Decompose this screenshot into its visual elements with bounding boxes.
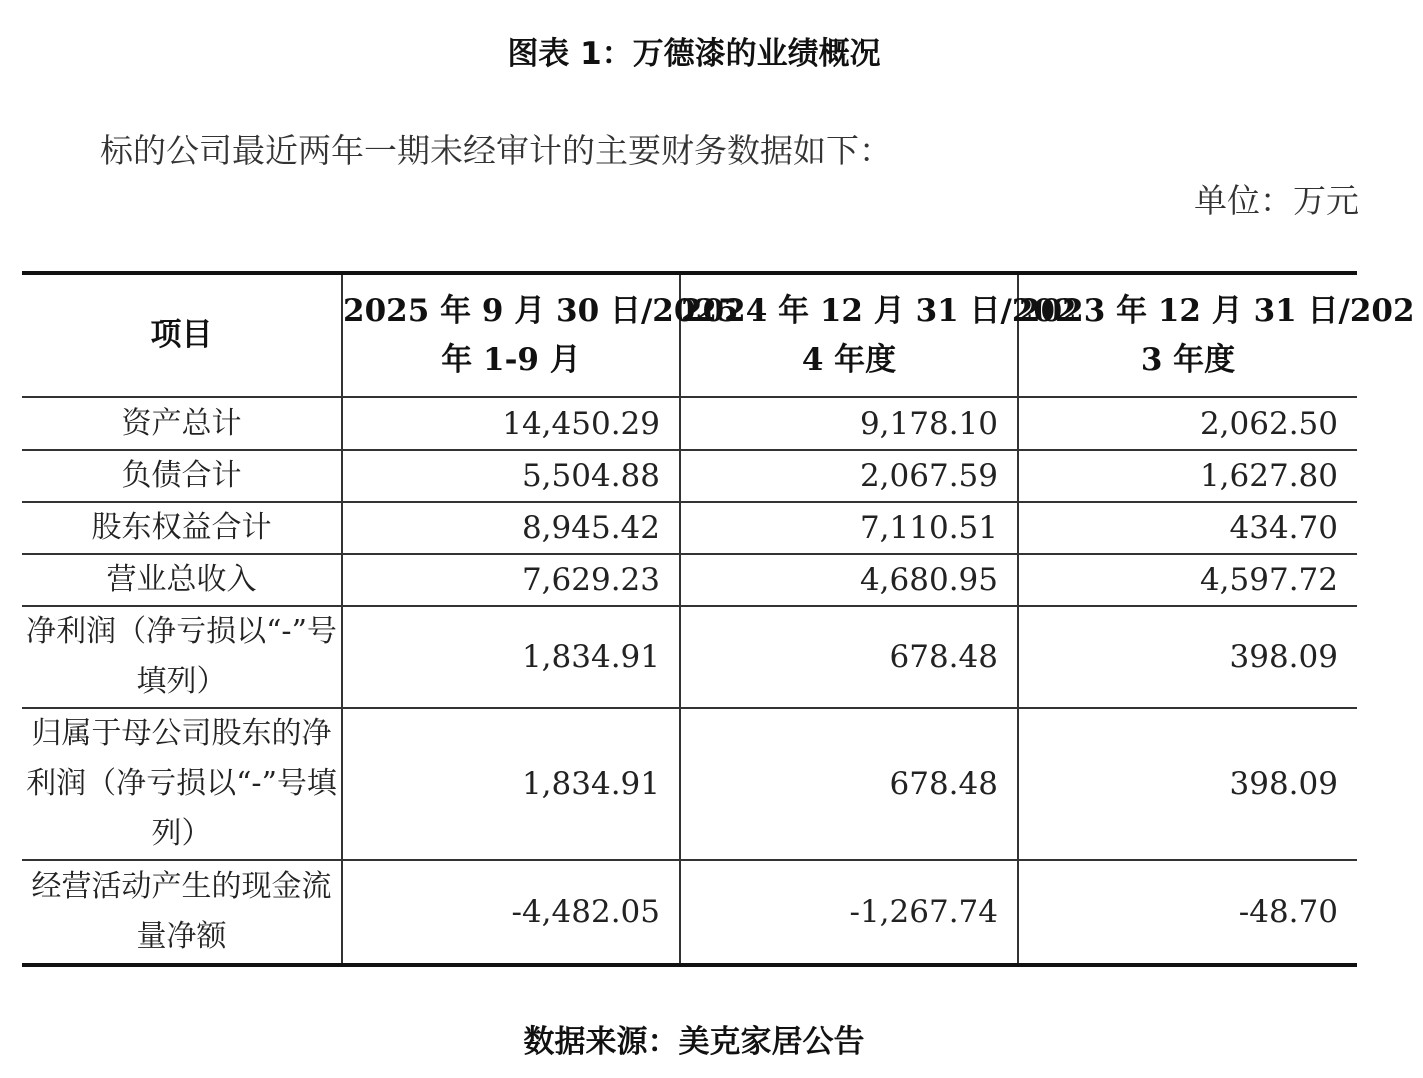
financial-data-table	[22, 271, 1415, 967]
unit-label: 单位：万元	[1194, 181, 1359, 220]
cell-value: 2,067.59	[680, 450, 1018, 502]
header-2025-q3: 2025 年 9 月 30 日/2025 年 1-9 月	[342, 273, 680, 397]
table-row	[22, 708, 1357, 860]
row-label: 归属于母公司股东的净利润（净亏损以“-”号填列）	[22, 708, 342, 860]
row-label: 负债合计	[22, 450, 342, 502]
cell-value: 4,597.72	[1018, 554, 1357, 606]
cell-value: 5,504.88	[342, 450, 680, 502]
source-note: 数据来源：美克家居公告	[523, 1024, 865, 1060]
header-2024: 2024 年 12 月 31 日/202 4 年度	[680, 273, 1018, 397]
table-row	[22, 606, 1357, 708]
figure-title: 图表 1：万德漆的业绩概况	[507, 36, 881, 72]
row-label: 营业总收入	[22, 554, 342, 606]
table-header-row	[22, 273, 1357, 397]
cell-value: 14,450.29	[342, 397, 680, 450]
table-row	[22, 397, 1357, 450]
cell-value: -4,482.05	[342, 860, 680, 965]
cell-value: 398.09	[1018, 606, 1357, 708]
table-row	[22, 860, 1357, 965]
cell-value: 434.70	[1018, 502, 1357, 554]
cell-value: 9,178.10	[680, 397, 1018, 450]
cell-value: 1,627.80	[1018, 450, 1357, 502]
intro-text: 标的公司最近两年一期未经审计的主要财务数据如下：	[100, 131, 892, 170]
cell-value: 398.09	[1018, 708, 1357, 860]
cell-value: 8,945.42	[342, 502, 680, 554]
row-label: 净利润（净亏损以“-”号填列）	[22, 606, 342, 708]
cell-value: 2,062.50	[1018, 397, 1357, 450]
row-label: 资产总计	[22, 397, 342, 450]
table-row	[22, 554, 1357, 606]
cell-value: 4,680.95	[680, 554, 1018, 606]
header-2023: 2023 年 12 月 31 日/202 3 年度	[1018, 273, 1357, 397]
cell-value: 1,834.91	[342, 708, 680, 860]
header-item: 项目	[22, 273, 342, 397]
cell-value: 678.48	[680, 606, 1018, 708]
cell-value: -48.70	[1018, 860, 1357, 965]
cell-value: -1,267.74	[680, 860, 1018, 965]
cell-value: 7,110.51	[680, 502, 1018, 554]
row-label: 股东权益合计	[22, 502, 342, 554]
cell-value: 1,834.91	[342, 606, 680, 708]
cell-value: 678.48	[680, 708, 1018, 860]
row-label: 经营活动产生的现金流量净额	[31, 869, 332, 954]
cell-value: 7,629.23	[342, 554, 680, 606]
table-row	[22, 450, 1357, 502]
table-row	[22, 502, 1357, 554]
